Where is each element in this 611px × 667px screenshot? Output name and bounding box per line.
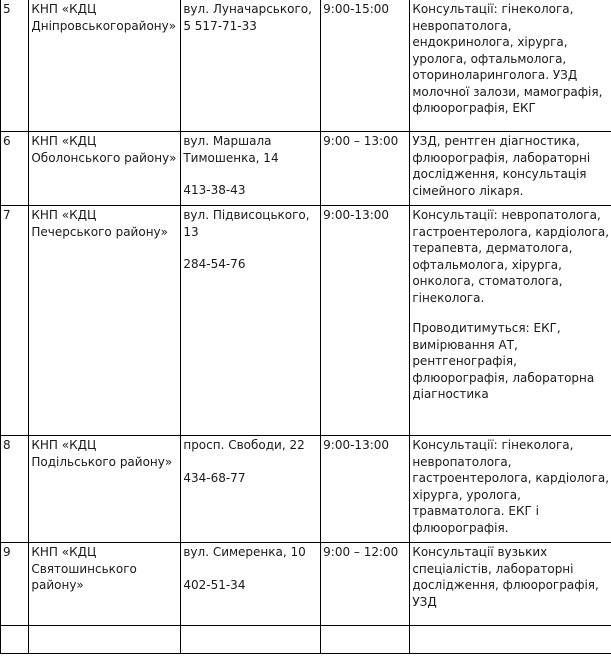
procedures-text: Проводитимуться: ЕКГ, вимірювання АТ, рентгенографія, флюорографія, лабораторна діагностика bbox=[412, 321, 595, 401]
services-text: Консультації: невропатолога, гастроентеролога, кардіолога, терапевта, дерматолога, офтальмолога, хірурга, онколога, стоматолога, гінеколога. bbox=[412, 208, 610, 305]
phone-text: 402-51-34 bbox=[183, 577, 246, 592]
row-number bbox=[1, 626, 29, 654]
table-row bbox=[1, 206, 611, 436]
address-text: вул. Маршала Тимошенка, 14 bbox=[183, 134, 279, 165]
services-cell bbox=[410, 436, 611, 543]
address-text: вул. Підвисоцького, 13 bbox=[183, 208, 310, 239]
services-text: Консультації: гінеколога, невропатолога, гастроентеролога, кардіолога, хірурга, уролога, травматолога. ЕКГ і флюорографія. bbox=[412, 438, 610, 535]
clinic-name bbox=[29, 626, 181, 654]
table-row bbox=[1, 626, 611, 654]
working-hours: 9:00 – 12:00 bbox=[321, 543, 410, 626]
services-text: УЗД, рентген діагностика, флюорографія, лабораторні дослідження, консультація сімейного лікаря. bbox=[412, 134, 591, 198]
address-text: просп. Свободи, 22 bbox=[183, 438, 305, 452]
services-cell bbox=[410, 206, 611, 436]
services-cell bbox=[410, 0, 611, 132]
clinic-name: КНП «КДЦ Подільського району» bbox=[29, 436, 181, 543]
clinic-address bbox=[181, 206, 321, 436]
row-number: 6 bbox=[1, 132, 29, 206]
address-text: вул. Симеренка, 10 bbox=[183, 545, 306, 559]
table-row bbox=[1, 436, 611, 543]
services-text: Консультації вузьких спеціалістів, лабораторні дослідження, флюорографія, УЗД bbox=[412, 545, 599, 609]
table-row bbox=[1, 132, 611, 206]
services-cell bbox=[410, 626, 611, 654]
phone-text: 284-54-76 bbox=[183, 257, 246, 271]
working-hours: 9:00-15:00 bbox=[321, 0, 410, 132]
row-number: 7 bbox=[1, 206, 29, 436]
services-cell bbox=[410, 132, 611, 206]
clinic-address bbox=[181, 543, 321, 626]
clinic-address bbox=[181, 0, 321, 132]
working-hours bbox=[321, 626, 410, 654]
working-hours: 9:00 – 13:00 bbox=[321, 132, 410, 206]
row-number: 9 bbox=[1, 543, 29, 626]
services-cell bbox=[410, 543, 611, 626]
working-hours: 9:00-13:00 bbox=[321, 206, 410, 436]
row-number: 5 bbox=[1, 0, 29, 132]
phone-text: 434-68-77 bbox=[183, 470, 246, 485]
address-text: вул. Луначарського, 5 517-71-33 bbox=[183, 2, 312, 33]
clinic-address bbox=[181, 436, 321, 543]
phone-text: 413-38-43 bbox=[183, 183, 246, 197]
clinic-name: КНП «КДЦ Оболонського району» bbox=[29, 132, 181, 206]
clinic-name: КНП «КДЦ Дніпровськогорайону» bbox=[29, 0, 181, 132]
services-text: Консультації: гінеколога, невропатолога, ендокринолога, хірурга, уролога, офтальмолога, оториноларинголога. УЗД молочної залози, мамографія, флюорографія, ЕКГ bbox=[412, 2, 603, 115]
working-hours: 9:00-13:00 bbox=[321, 436, 410, 543]
clinic-address bbox=[181, 132, 321, 206]
table-row bbox=[1, 543, 611, 626]
clinic-address bbox=[181, 626, 321, 654]
clinic-name: КНП «КДЦ Святошинського району» bbox=[29, 543, 181, 626]
clinic-name: КНП «КДЦ Печерського району» bbox=[29, 206, 181, 436]
row-number: 8 bbox=[1, 436, 29, 543]
table-row bbox=[1, 0, 611, 132]
